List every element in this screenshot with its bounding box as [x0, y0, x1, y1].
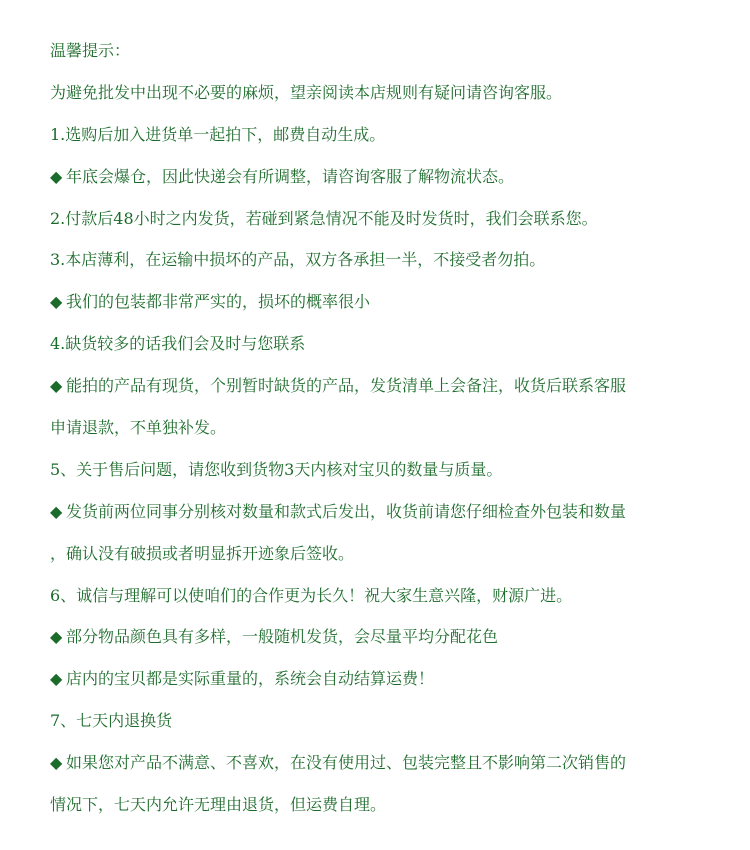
notice-line — [50, 198, 730, 240]
notice-line-text: 情况下，七天内允许无理由退货，但运费自理。 — [50, 795, 387, 815]
notice-line — [50, 491, 730, 533]
diamond-bullet-icon: ◆ — [50, 376, 63, 396]
diamond-bullet-icon: ◆ — [50, 501, 63, 521]
notice-line-text: 3.本店薄利，在运输中损坏的产品，双方各承担一半，不接受者勿拍。 — [50, 250, 546, 270]
notice-line-text: 如果您对产品不满意、不喜欢，在没有使用过、包装完整且不影响第二次销售的 — [66, 753, 627, 773]
notice-line-text: 7、七天内退换货 — [50, 711, 173, 731]
notice-line — [50, 700, 730, 742]
notice-line-text: 申请退款，不单独补发。 — [50, 418, 227, 438]
notice-line-text: 发货前两位同事分别核对数量和款式后发出，收货前请您仔细检查外包装和数量 — [66, 501, 627, 521]
notice-line-text: 部分物品颜色具有多样，一般随机发货，会尽量平均分配花色 — [66, 627, 499, 647]
notice-line — [50, 784, 730, 826]
notice-line-text: 能拍的产品有现货，个别暂时缺货的产品，发货清单上会备注，收货后联系客服 — [66, 376, 627, 396]
notice-line-text: 4.缺货较多的话我们会及时与您联系 — [50, 334, 306, 354]
notice-line — [50, 575, 730, 617]
notice-line — [50, 323, 730, 365]
notice-line — [50, 407, 730, 449]
notice-line — [50, 533, 730, 575]
notice-line — [50, 156, 730, 198]
notice-line-text: 年底会爆仓，因此快递会有所调整，请咨询客服了解物流状态。 — [66, 166, 515, 186]
notice-line-text: 为避免批发中出现不必要的麻烦，望亲阅读本店规则有疑问请咨询客服。 — [50, 82, 563, 102]
notice-title: 温馨提示： — [50, 41, 131, 60]
notice-line — [50, 742, 730, 784]
notice-line — [50, 616, 730, 658]
diamond-bullet-icon: ◆ — [50, 669, 63, 689]
notice-line — [50, 365, 730, 407]
diamond-bullet-icon: ◆ — [50, 292, 63, 312]
notice-line-text: 我们的包装都非常严实的，损坏的概率很小 — [66, 292, 371, 312]
shop-notice — [50, 30, 730, 826]
notice-line-text: ，确认没有破损或者明显拆开迹象后签收。 — [50, 543, 355, 563]
notice-line — [50, 72, 730, 114]
notice-line-text: 店内的宝贝都是实际重量的，系统会自动结算运费！ — [66, 669, 435, 689]
notice-line — [50, 449, 730, 491]
notice-line-text: 6、诚信与理解可以使咱们的合作更为长久！祝大家生意兴隆，财源广进。 — [50, 585, 573, 605]
notice-line — [50, 281, 730, 323]
notice-line — [50, 239, 730, 281]
notice-line-text: 5、关于售后问题，请您收到货物3天内核对宝贝的数量与质量。 — [50, 459, 503, 479]
diamond-bullet-icon: ◆ — [50, 753, 63, 773]
notice-line — [50, 658, 730, 700]
diamond-bullet-icon: ◆ — [50, 627, 63, 647]
notice-line-text: 1.选购后加入进货单一起拍下，邮费自动生成。 — [50, 124, 386, 144]
notice-line-text: 2.付款后48小时之内发货，若碰到紧急情况不能及时发货时，我们会联系您。 — [50, 208, 598, 228]
notice-line — [50, 114, 730, 156]
diamond-bullet-icon: ◆ — [50, 166, 63, 186]
